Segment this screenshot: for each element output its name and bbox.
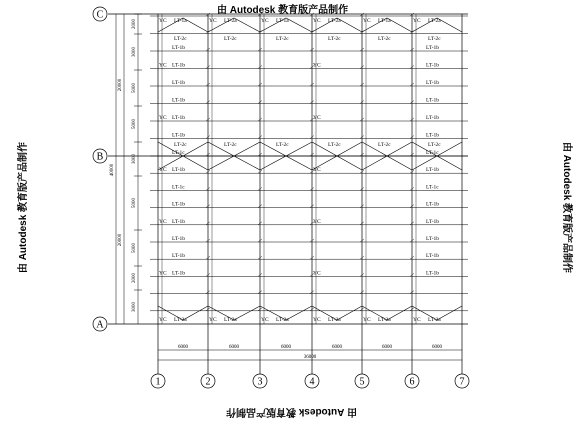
label-yc: YC [209,18,217,24]
label-yc: YC [159,218,167,225]
dim-bay: 6000 [382,345,392,350]
label-lt-mid: LT-1b [172,115,186,121]
label-lt-mid: LT-1b [426,45,440,51]
label-lt-cross: LT-2c [276,142,289,148]
dim-vertical-segment: 5000 [132,83,137,93]
label-yc: YC [313,62,321,69]
axis-label-2: 2 [205,376,211,388]
axis-label-7: 7 [459,376,465,388]
axis-label-A: A [96,319,104,331]
label-lt-top: LT-2a [224,18,237,24]
axis-label-3: 3 [257,376,263,388]
label-lt-mid: LT-1b [172,218,186,225]
label-lt-cross: LT-2c [276,36,289,42]
label-lt-cross: LT-2c [428,36,441,42]
dim-upper-half: 20000 [118,78,123,92]
label-lt-mid: LT-1b [172,132,186,139]
label-yc: YC [313,18,321,24]
label-yc: YC [313,115,321,121]
axis-label-1: 1 [155,376,161,388]
label-lt-top: LT-1a [276,18,289,24]
label-yc: YC [159,115,167,121]
axis-label-B: B [96,151,104,163]
dim-vertical-segment: 3000 [132,302,137,312]
label-yc: YC [313,317,321,323]
label-yc: YC [159,317,167,323]
axis-label-C: C [96,9,104,21]
label-lt-cross: LT-2c [328,142,341,148]
dim-bay: 6000 [178,345,188,350]
label-lt-bottom: LT-2a [328,317,341,323]
watermark-bottom: 由 Autodesk 教育版产品制作 [226,406,358,417]
grid-lines [108,14,468,386]
watermark-top: 由 Autodesk 教育版产品制作 [217,5,349,16]
bracing-members [158,13,462,320]
label-lt-bottom: LT-2a [174,317,187,323]
dim-bay: 6000 [332,345,342,350]
watermark-left: 由 Autodesk 教育版产品制作 [18,141,30,274]
dim-lower-half: 20000 [118,233,123,247]
dim-vertical-segment: 3000 [132,47,137,57]
label-yc: YC [313,270,321,277]
axis-bubbles [93,7,469,388]
label-lt-top: LT-1a [174,18,187,24]
member-labels [159,18,441,323]
axis-label-4: 4 [309,376,315,388]
label-lt-cross: LT-2c [428,142,441,148]
watermark-right: 由 Autodesk 教育版产品制作 [561,141,573,274]
label-lt-mid: LT-1b [172,62,186,69]
dim-bay: 6000 [432,345,442,350]
label-yc: YC [413,18,421,24]
label-lt-mid: LT-1b [172,236,186,242]
label-lt-mid: LT-1b [172,253,186,260]
dim-total-width: 36000 [303,355,317,360]
label-lt-mid: LT-1b [426,218,440,225]
brace-chevron [362,156,412,170]
label-lt-top: LT-1a [378,18,391,24]
label-lt-mid: LT-1b [426,167,440,174]
label-yc: YC [261,317,269,323]
dim-vertical-segment: 2000 [132,19,137,29]
label-lt-mid: LT-1b [172,45,186,51]
label-yc: YC [159,18,167,24]
label-lt-mid: LT-1b [172,97,186,104]
dim-vertical-segment: 3000 [132,154,137,164]
label-lt-mid: LT-1b [426,132,440,139]
label-lt-bottom: LT-2a [378,317,391,323]
label-lt-mid: LT-1b [426,201,440,208]
label-lt-cross: LT-2c [328,36,341,42]
dim-vertical-segment: 2000 [132,273,137,283]
axis-label-6: 6 [409,376,415,388]
dim-bay: 6000 [229,345,239,350]
label-lt-bottom: LT-2a [276,317,289,323]
label-lt-bottom: LT-2a [224,317,237,323]
dim-total-height: 40000 [110,163,115,177]
label-lt-top: LT-2a [428,18,441,24]
label-lt-mid: LT-1b [426,115,440,121]
label-yc: YC [209,317,217,323]
label-lt-cross: LT-2c [224,36,237,42]
brace-chevron [208,156,260,170]
label-yc: YC [413,317,421,323]
label-lt-cross: LT-2c [378,36,391,42]
label-yc: YC [261,18,269,24]
label-yc: YC [313,218,321,225]
label-lt-mid: LT-1b [426,62,440,69]
dim-vertical-segment: 5000 [132,243,137,253]
label-lt-mid: LT-1c [426,150,439,156]
label-lt-top: LT-2a [328,18,341,24]
label-lt-mid: LT-1b [426,270,440,277]
label-lt-mid: LT-1b [172,201,186,208]
label-lt-cross: LT-2c [224,142,237,148]
label-lt-mid: LT-1b [426,80,440,86]
label-lt-mid: LT-1b [172,80,186,86]
label-lt-cross: LT-2c [378,142,391,148]
label-yc: YC [159,270,167,277]
brace-chevron [260,156,312,170]
label-yc: YC [159,167,167,174]
label-yc: YC [159,62,167,69]
label-lt-mid: LT-1c [172,150,185,156]
label-lt-cross: LT-2c [174,142,187,148]
label-lt-mid: LT-1b [426,253,440,260]
label-lt-mid: LT-1c [172,184,185,191]
label-yc: YC [363,18,371,24]
dim-bay: 6000 [281,345,291,350]
label-lt-mid: LT-1b [172,270,186,277]
label-lt-mid: LT-1b [426,97,440,104]
label-lt-mid: LT-1b [172,167,186,174]
label-lt-mid: LT-1c [426,184,439,191]
label-lt-cross: LT-2c [174,36,187,42]
label-lt-bottom: LT-2a [428,317,441,323]
axis-label-5: 5 [359,376,365,388]
label-yc: YC [313,167,321,174]
label-lt-mid: LT-1b [426,236,440,242]
label-yc: YC [363,317,371,323]
dim-vertical-segment: 5000 [132,198,137,208]
dim-vertical-segment: 5000 [132,119,137,129]
